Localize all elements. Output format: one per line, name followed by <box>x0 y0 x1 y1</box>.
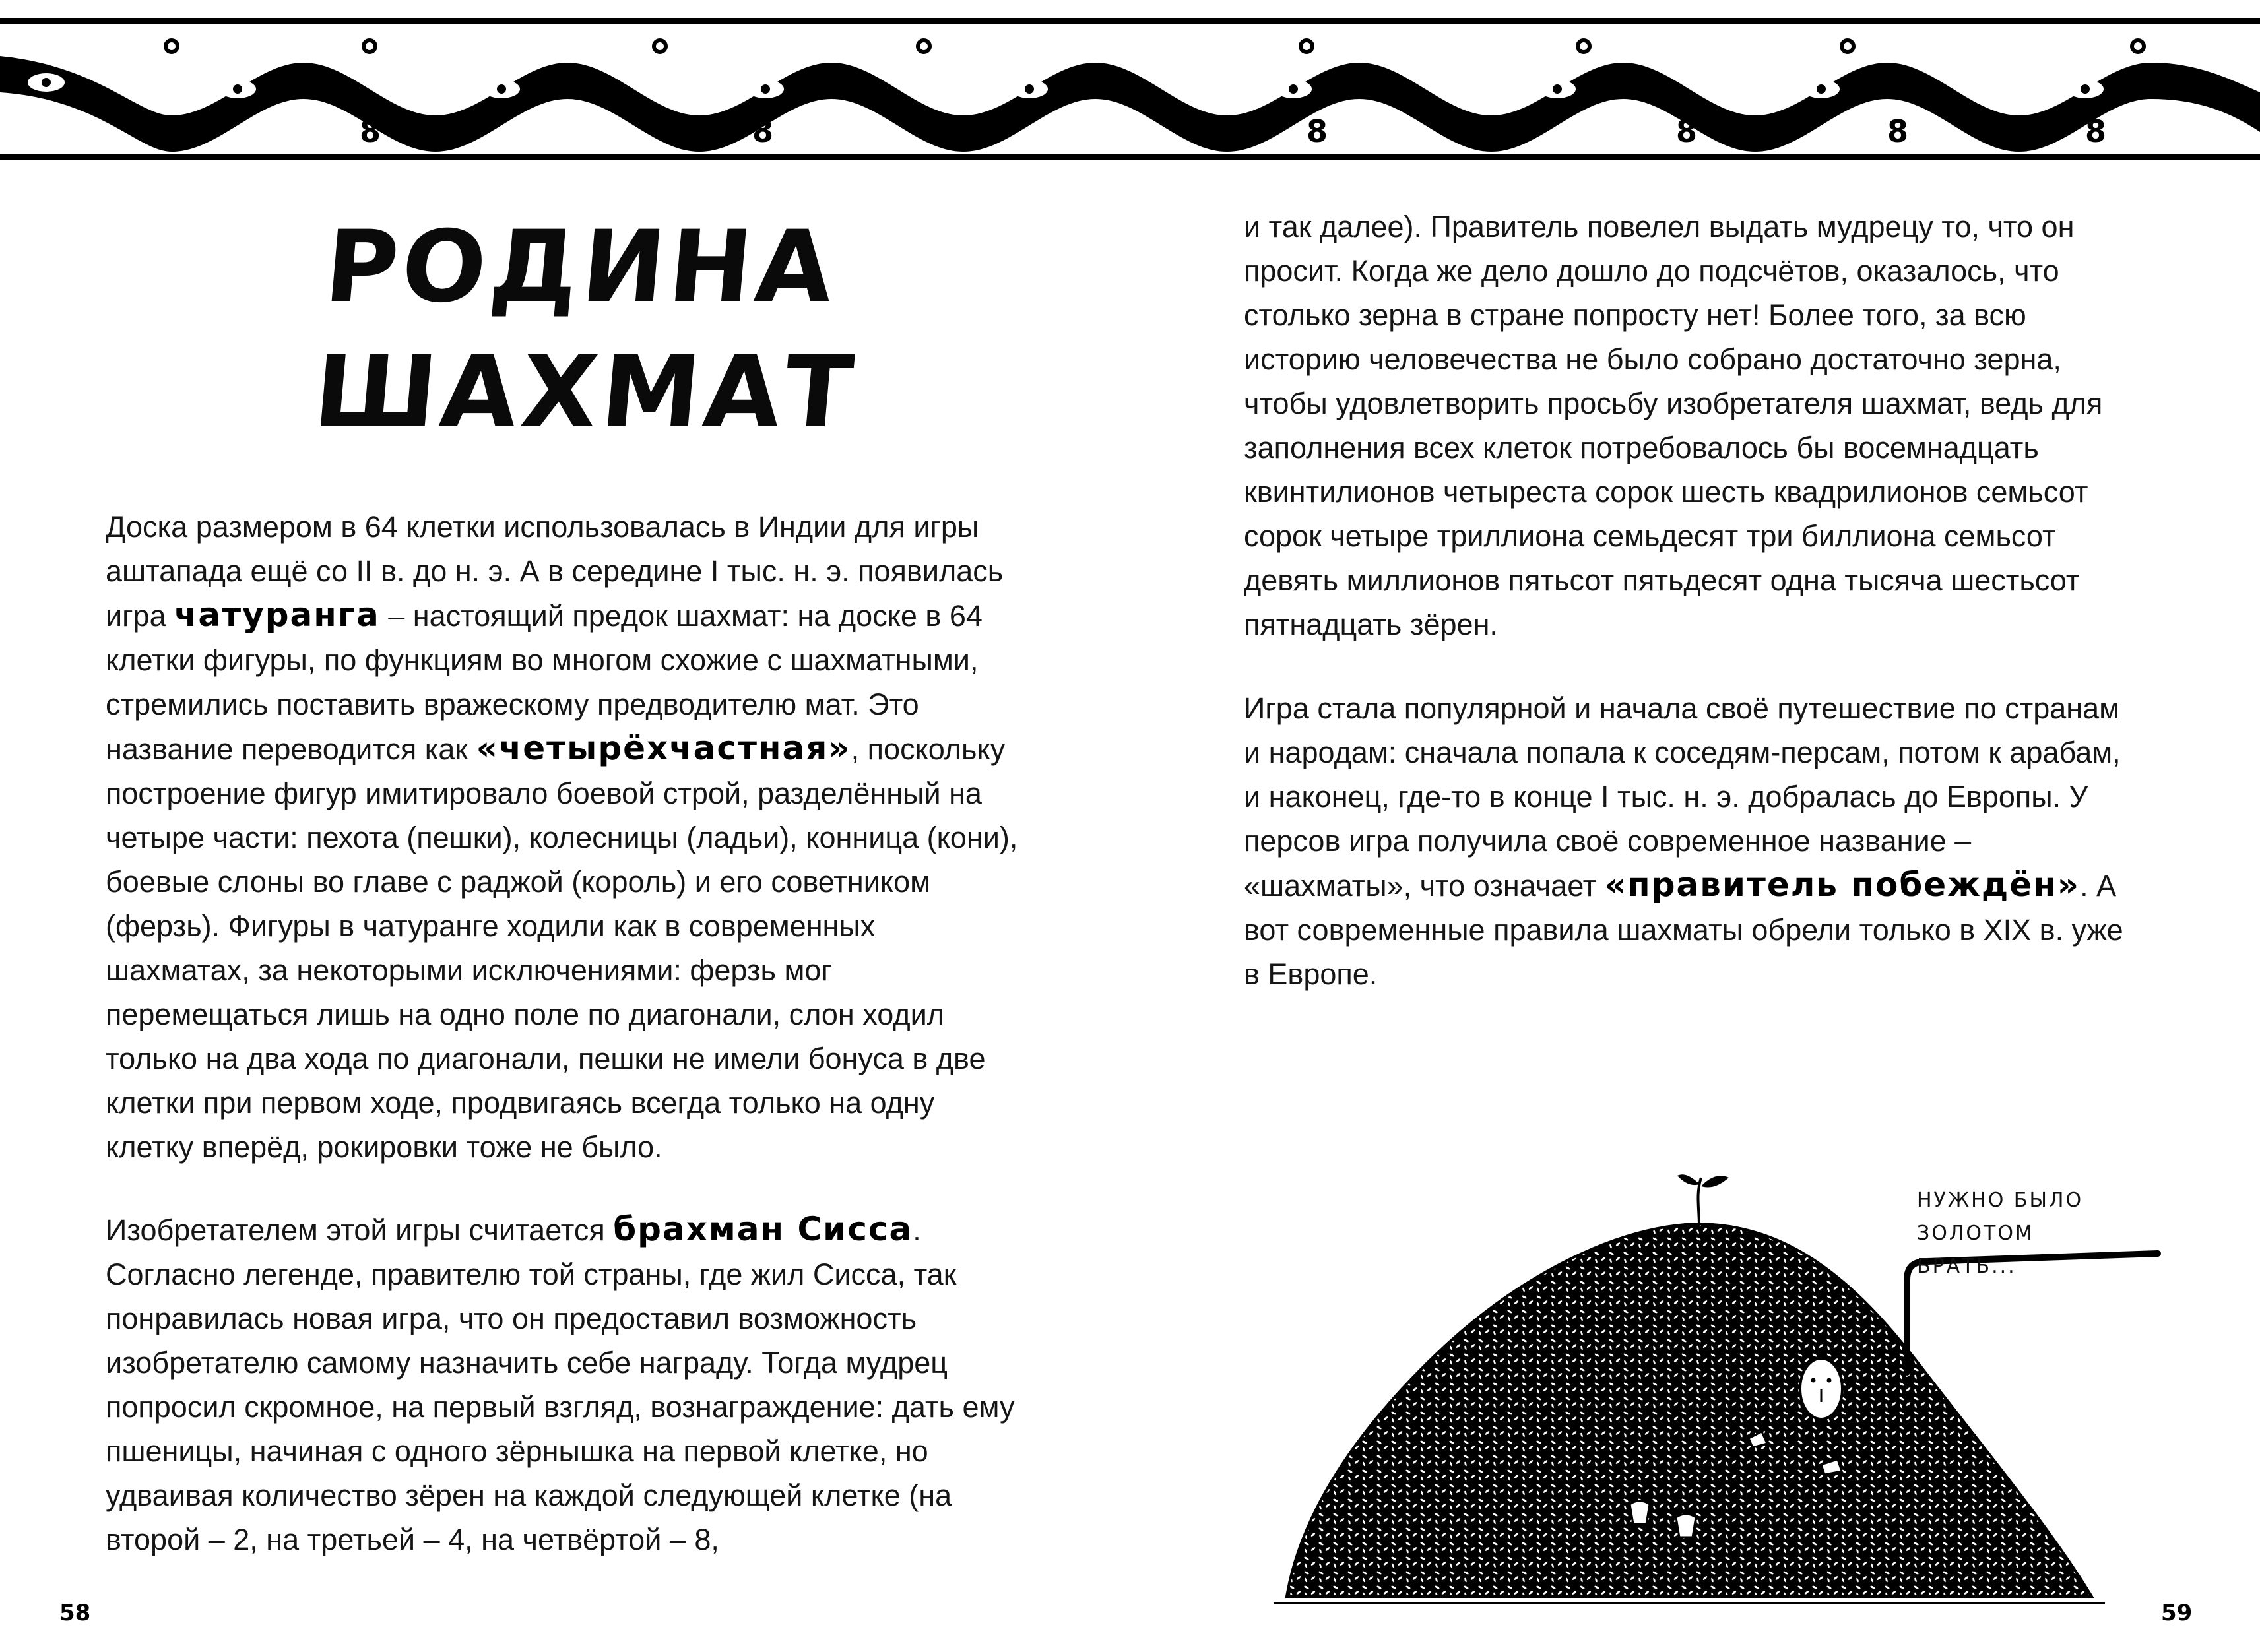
text-run: Доска размером в 64 клетки использовалась в Индии для игры аштапада ещё со II в. до н. э. А в середине I тыс. н. э. появилась игра <box>106 510 1004 633</box>
page-number-left: 58 <box>59 1600 91 1626</box>
title-line-1: РОДИНА <box>320 210 842 325</box>
paragraph-spread <box>1244 686 2141 996</box>
svg-text:8: 8 <box>1676 113 1698 149</box>
svg-text:8: 8 <box>1307 113 1328 149</box>
svg-text:8: 8 <box>360 113 381 149</box>
text-run: Игра стала популярной и начала своё путешествие по странам и народам: сначала попала к соседям-персам, потом к арабам, и наконец, где-то в конце I тыс. н. э. добралась до Европы. У персов игра получила своё современное название – «шахматы», что означает <box>1244 691 2121 903</box>
speech-bubble: НУЖНО БЫЛО ЗОЛОТОМ БРАТЬ... <box>1917 1189 2084 1278</box>
page-number-right: 59 <box>2161 1600 2193 1626</box>
paragraph-inventor <box>106 1207 1023 1562</box>
highlight-four-part: «четырёхчастная» <box>476 729 851 767</box>
text-run: Изобретателем этой игры считается <box>106 1213 614 1247</box>
text-run: , поскольку построение фигур имитировало боевой строй, разделённый на четыре части: пехота (пешки), колесницы (ладьи), конница (кони), боевые слоны во главе с раджой (король) и его советником (ферзь). Фигуры в чатуранге ходили как в современных шахматах, за некоторыми исключениями: ферзь мог перемещаться лишь на одно поле по диагонали, слон ходил только на два хода по диагонали, пешки не имели бонуса в две клетки при первом ходе, продвигаясь всегда только на одну клетку вперёд, рокировки тоже не было. <box>106 732 1018 1164</box>
text-run: . А вот современные правила шахматы обрели только в XIX в. уже в Европе. <box>1244 869 2123 991</box>
ornamental-border <box>0 0 2260 165</box>
text-run: – настоящий предок шахмат: на доске в 64 клетки фигуры, по функциям во многом схожие с шахматными, стремились поставить вражескому предводителю мат. Это название переводится как <box>106 599 983 766</box>
left-page <box>106 172 1023 1623</box>
svg-text:8: 8 <box>162 113 183 149</box>
svg-text:8: 8 <box>2085 113 2107 149</box>
title-line-2: ШАХМАТ <box>309 335 862 450</box>
highlight-chaturanga: чатуранга <box>174 596 380 634</box>
svg-text:8: 8 <box>1887 113 1909 149</box>
paragraph-chaturanga <box>106 505 1023 1169</box>
highlight-brahman-sissa: брахман Сисса <box>613 1210 913 1248</box>
highlight-ruler-defeated: «правитель побеждён» <box>1604 866 2081 904</box>
svg-text:8: 8 <box>752 113 774 149</box>
text-run: . Согласно легенде, правителю той страны, где жил Сисса, так понравилась новая игра, что он предоставил возможность изобретателю самому назначить себе награду. Тогда мудрец попросил скромное, на первый взгляд, вознаграждение: дать ему пшеницы, начиная с одного зёрнышка на первой клетке, но удваивая количество зёрен на каждой следующей клетке (на второй – 2, на третьей – 4, на четвёртой – 8, <box>106 1213 1015 1556</box>
paragraph-grain-count: и так далее). Правитель повелел выдать мудрецу то, что он просит. Когда же дело дошло до подсчётов, оказалось, что столько зерна в стране попросту нет! Более того, за всю историю человечества не было собрано достаточно зерна, чтобы удовлетворить просьбу изобретателя шахмат, ведь для заполнения всех клеток потребовалось бы восемнадцать квинтилионов четыреста сорок шесть квадрилионов семьсот сорок четыре триллиона семьдесят три биллиона семьсот девять миллионов пятьсот пятьдесят одна тысяча шестьсот пятнадцать зёрен. <box>1244 210 2103 641</box>
svg-text:8: 8 <box>950 113 972 149</box>
page-title <box>309 205 872 455</box>
